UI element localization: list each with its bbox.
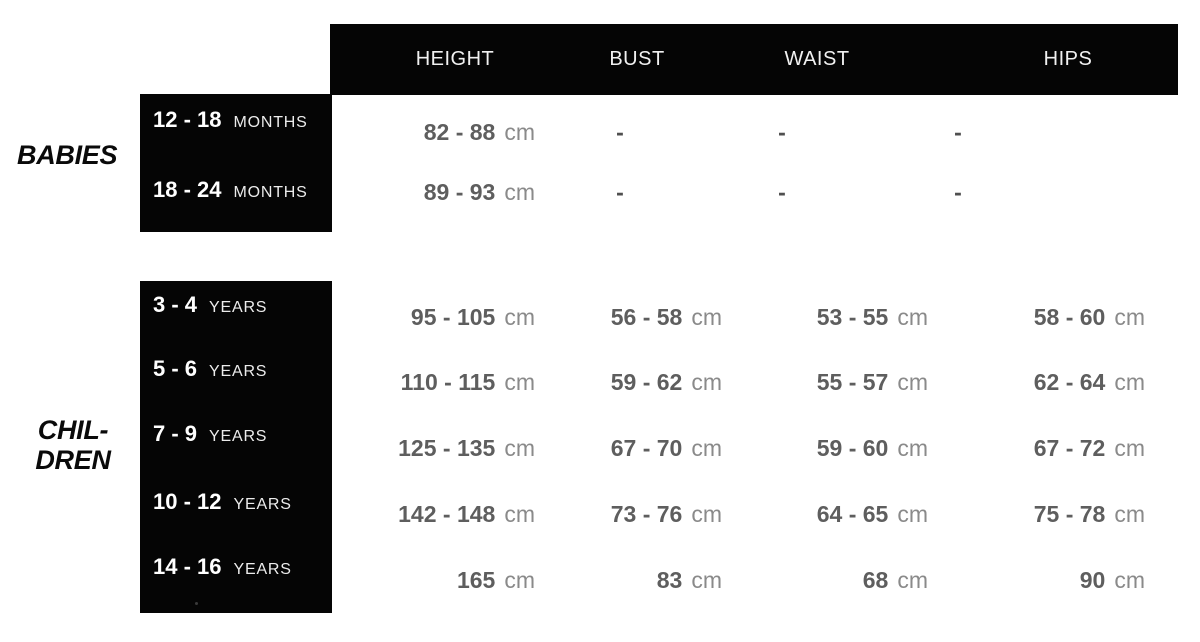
measurement-number: 165 — [456, 567, 496, 593]
measurement-waist — [863, 566, 928, 594]
measurement-number: 125 - 135 — [398, 435, 496, 461]
measurement-unit: cm — [504, 435, 535, 461]
measurement-number: 67 - 70 — [610, 435, 683, 461]
age-range: 14 - 16 — [153, 554, 222, 579]
age-label — [153, 553, 292, 581]
measurement-number: 73 - 76 — [610, 501, 683, 527]
age-label — [153, 355, 267, 383]
measurement-hips — [1080, 566, 1145, 594]
measurement-number: 142 - 148 — [398, 501, 496, 527]
measurement-bust — [611, 368, 722, 396]
measurement-number: 58 - 60 — [1033, 304, 1106, 330]
measurement-hips — [1034, 434, 1145, 462]
measurement-unit: cm — [691, 304, 722, 330]
measurement-height — [424, 178, 535, 206]
measurement-number: 59 - 60 — [816, 435, 889, 461]
measurement-bust — [611, 434, 722, 462]
measurement-hips — [1034, 303, 1145, 331]
measurement-height — [424, 118, 535, 146]
measurement-waist — [817, 500, 928, 528]
measurement-height — [457, 566, 535, 594]
measurement-number: 56 - 58 — [610, 304, 683, 330]
measurement-number: 68 — [862, 567, 889, 593]
age-range: 5 - 6 — [153, 356, 198, 381]
table-header-bar — [330, 24, 1178, 95]
col-header-bust: BUST — [609, 48, 665, 70]
age-label — [153, 176, 308, 204]
age-unit: MONTHS — [233, 114, 308, 131]
measurement-number: 83 — [656, 567, 683, 593]
measurement-height — [398, 434, 535, 462]
age-label — [153, 420, 267, 448]
measurement-unit: cm — [897, 567, 928, 593]
measurement-number: 82 - 88 — [423, 119, 496, 145]
dash-hips: - — [954, 119, 962, 145]
measurement-number: 95 - 105 — [410, 304, 496, 330]
group-label-children-line1: CHIL- — [37, 415, 109, 445]
measurement-unit: cm — [897, 304, 928, 330]
measurement-number: 62 - 64 — [1033, 369, 1106, 395]
measurement-unit: cm — [1114, 435, 1145, 461]
measurement-unit: cm — [691, 435, 722, 461]
measurement-unit: cm — [1114, 369, 1145, 395]
measurement-unit: cm — [504, 369, 535, 395]
measurement-number: 67 - 72 — [1033, 435, 1106, 461]
measurement-unit: cm — [691, 567, 722, 593]
measurement-unit: cm — [691, 369, 722, 395]
measurement-number: 110 - 115 — [400, 369, 496, 395]
measurement-number: 64 - 65 — [816, 501, 889, 527]
measurement-unit: cm — [1114, 501, 1145, 527]
age-label — [153, 488, 292, 516]
dash-hips: - — [954, 179, 962, 205]
dash-waist: - — [778, 119, 786, 145]
measurement-number: 53 - 55 — [816, 304, 889, 330]
measurement-unit: cm — [504, 304, 535, 330]
measurement-waist — [817, 303, 928, 331]
measurement-unit: cm — [504, 179, 535, 205]
dash-waist: - — [778, 179, 786, 205]
measurement-unit: cm — [1114, 567, 1145, 593]
age-range: 18 - 24 — [153, 177, 222, 202]
age-label — [153, 106, 308, 134]
age-unit: YEARS — [209, 299, 268, 316]
measurement-height — [398, 500, 535, 528]
measurement-unit: cm — [504, 501, 535, 527]
measurement-waist — [817, 368, 928, 396]
age-range: 7 - 9 — [153, 421, 198, 446]
measurement-unit: cm — [691, 501, 722, 527]
measurement-hips — [1034, 368, 1145, 396]
measurement-unit: cm — [504, 567, 535, 593]
measurement-number: 89 - 93 — [423, 179, 496, 205]
col-header-waist: WAIST — [784, 48, 850, 70]
age-unit: YEARS — [233, 561, 292, 578]
col-header-hips: HIPS — [1043, 48, 1093, 70]
age-unit: YEARS — [209, 363, 268, 380]
measurement-number: 75 - 78 — [1033, 501, 1106, 527]
measurement-bust — [611, 303, 722, 331]
age-range: 10 - 12 — [153, 489, 222, 514]
measurement-unit: cm — [897, 435, 928, 461]
measurement-unit: cm — [504, 119, 535, 145]
dash-bust: - — [616, 179, 624, 205]
age-unit: YEARS — [209, 428, 268, 445]
measurement-number: 55 - 57 — [816, 369, 889, 395]
measurement-unit: cm — [1114, 304, 1145, 330]
group-label-children-line2: DREN — [35, 445, 111, 475]
group-label-children — [18, 415, 128, 475]
measurement-height — [401, 368, 535, 396]
measurement-bust — [657, 566, 722, 594]
age-range: 3 - 4 — [153, 292, 198, 317]
measurement-bust — [611, 500, 722, 528]
dash-bust: - — [616, 119, 624, 145]
stray-dot — [195, 602, 198, 605]
age-range: 12 - 18 — [153, 107, 222, 132]
age-label — [153, 291, 267, 319]
col-header-height: HEIGHT — [415, 48, 495, 70]
measurement-unit: cm — [897, 369, 928, 395]
group-label-babies: BABIES — [17, 140, 118, 170]
measurement-number: 90 — [1079, 567, 1106, 593]
measurement-hips — [1034, 500, 1145, 528]
measurement-height — [411, 303, 535, 331]
age-unit: MONTHS — [233, 184, 308, 201]
measurement-unit: cm — [897, 501, 928, 527]
measurement-waist — [817, 434, 928, 462]
age-unit: YEARS — [233, 496, 292, 513]
measurement-number: 59 - 62 — [610, 369, 683, 395]
